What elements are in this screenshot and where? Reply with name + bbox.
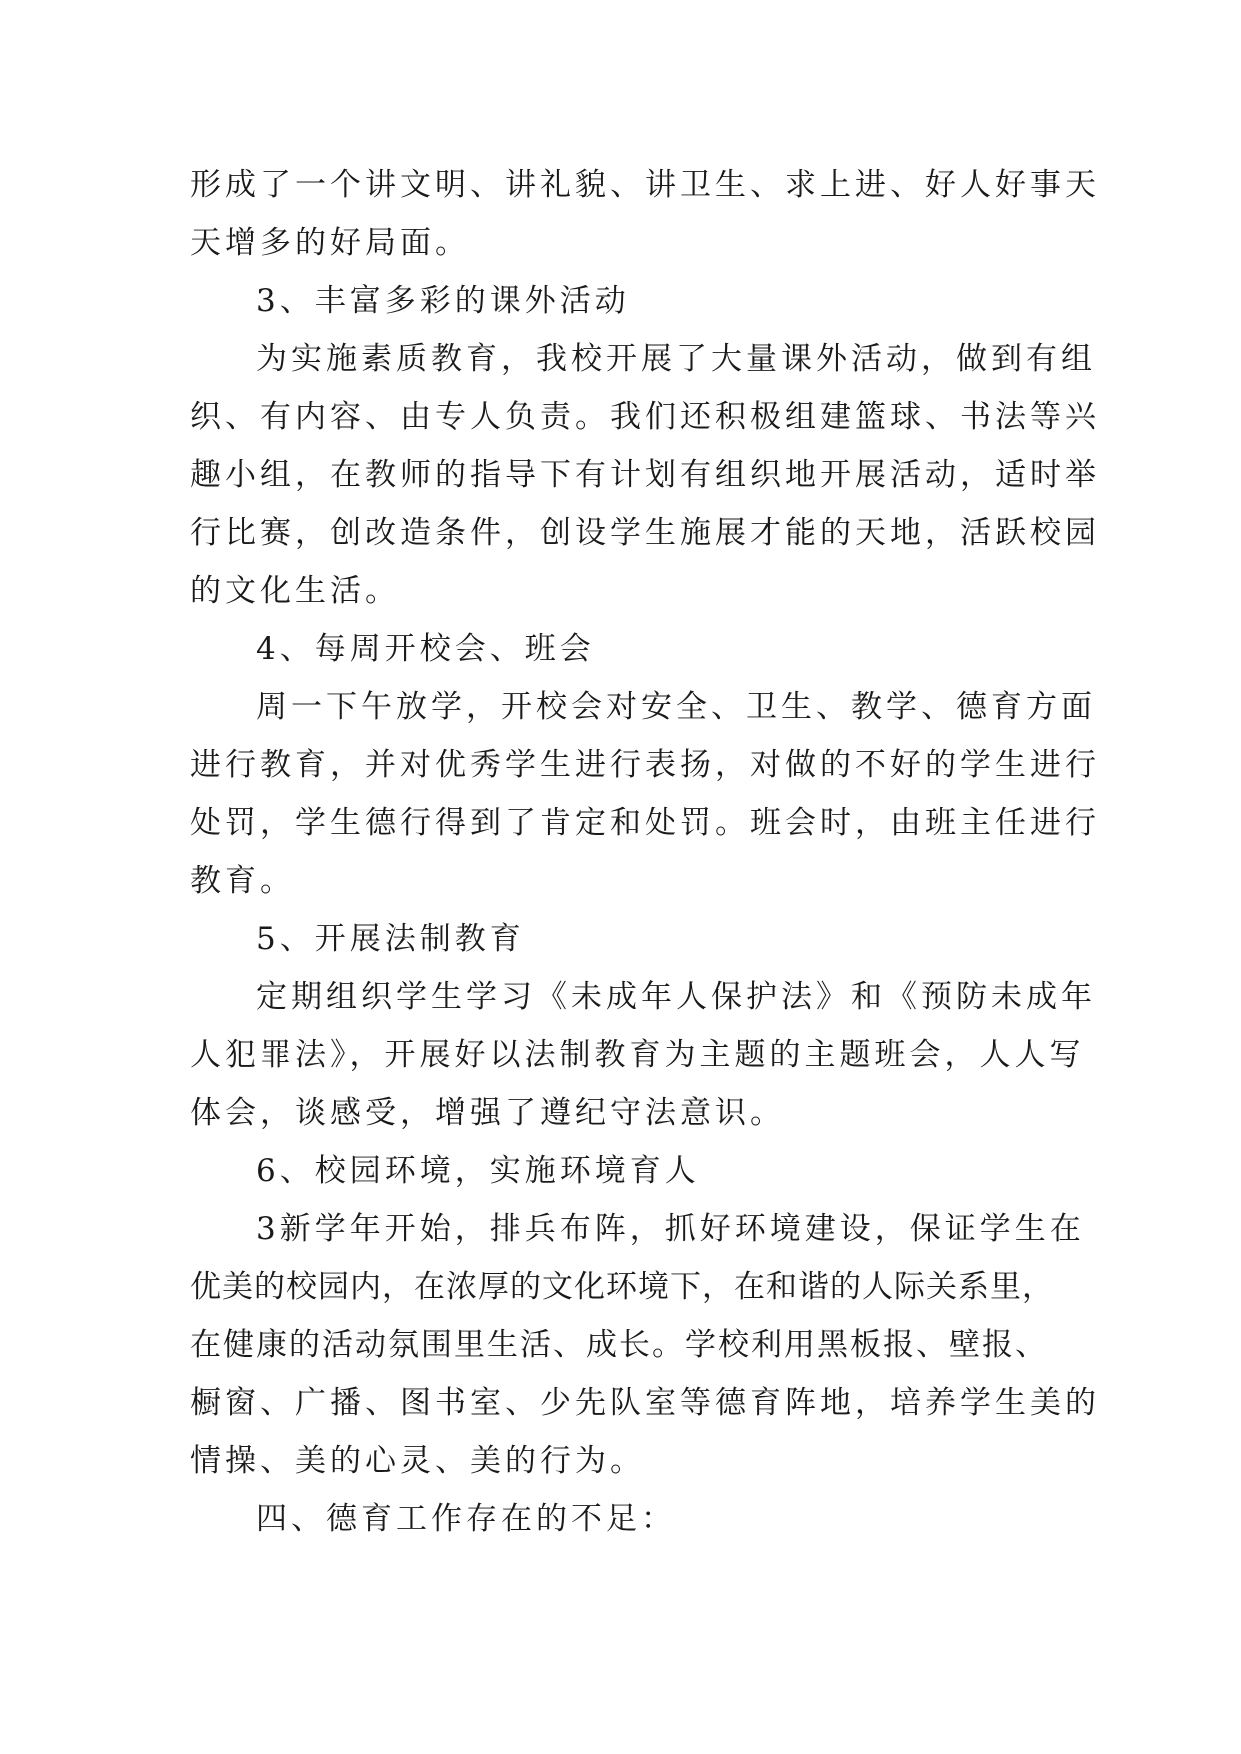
text-line: 织、有内容、由专人负责。我们还积极组建篮球、书法等兴	[190, 399, 1100, 435]
text-line: 橱窗、广播、图书室、少先队室等德育阵地，培养学生美的	[190, 1385, 1100, 1421]
text-line: 的文化生活。	[190, 573, 400, 609]
text-line: 天增多的好局面。	[190, 225, 470, 261]
text-line: 周一下午放学，开校会对安全、卫生、教学、德育方面	[256, 689, 1096, 725]
text-line: 3新学年开始，排兵布阵，抓好环境建设，保证学生在	[256, 1211, 1085, 1247]
text-line: 优美的校园内，在浓厚的文化环境下，在和谐的人际关系里，	[190, 1269, 1054, 1305]
text-line: 人犯罪法》，开展好以法制教育为主题的主题班会，人人写	[190, 1037, 1085, 1073]
section-heading: 5、开展法制教育	[256, 921, 525, 957]
text-line: 体会，谈感受，增强了遵纪守法意识。	[190, 1095, 785, 1131]
section-heading: 四、德育工作存在的不足：	[256, 1501, 676, 1537]
section-heading: 6、校园环境，实施环境育人	[256, 1153, 700, 1189]
text-line: 在健康的活动氛围里生活、成长。学校利用黑板报、壁报、	[190, 1327, 1048, 1363]
section-heading: 3、丰富多彩的课外活动	[256, 283, 630, 319]
text-line: 情操、美的心灵、美的行为。	[190, 1443, 645, 1479]
text-line: 进行教育，并对优秀学生进行表扬，对做的不好的学生进行	[190, 747, 1100, 783]
text-line: 为实施素质教育，我校开展了大量课外活动，做到有组	[256, 341, 1096, 377]
text-line: 处罚，学生德行得到了肯定和处罚。班会时，由班主任进行	[190, 805, 1100, 841]
text-line: 行比赛，创改造条件，创设学生施展才能的天地，活跃校园	[190, 515, 1100, 551]
text-line: 定期组织学生学习《未成年人保护法》和《预防未成年	[256, 979, 1096, 1015]
text-line: 教育。	[190, 863, 295, 899]
text-line: 趣小组，在教师的指导下有计划有组织地开展活动，适时举	[190, 457, 1100, 493]
section-heading: 4、每周开校会、班会	[256, 631, 595, 667]
text-line: 形成了一个讲文明、讲礼貌、讲卫生、求上进、好人好事天	[190, 167, 1100, 203]
